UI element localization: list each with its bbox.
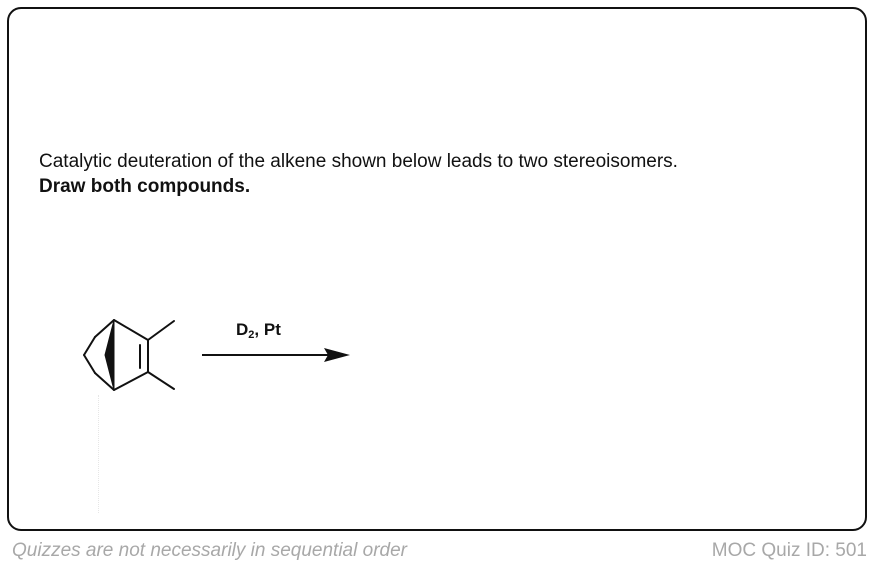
reagent-catalyst: , Pt: [254, 320, 281, 339]
methyl-top: [148, 321, 174, 340]
methyl-bottom: [148, 372, 174, 389]
norbornene-structure: [84, 320, 174, 390]
bond-c5-c6: [84, 355, 95, 373]
question-prompt: Catalytic deuteration of the alkene shown below leads to two stereoisomers.: [39, 151, 678, 172]
reaction-scheme: [70, 300, 370, 410]
bond-c3-c4: [114, 372, 148, 390]
bond-c1-c2: [114, 320, 148, 340]
bond-c6-c7: [84, 337, 95, 355]
reagent-deuterium: D: [236, 320, 249, 339]
reagent-label: [236, 320, 281, 345]
question-text: [39, 149, 679, 199]
bridge-wedge: [105, 320, 114, 390]
quiz-card: [7, 7, 867, 531]
quiz-id: MOC Quiz ID: 501: [711, 540, 867, 561]
reagent-subscript: 2: [248, 329, 255, 341]
footer-note: Quizzes are not necessarily in sequential order: [12, 540, 407, 561]
question-instruction: Draw both compounds.: [39, 176, 251, 197]
faint-guide-line: [98, 395, 99, 513]
